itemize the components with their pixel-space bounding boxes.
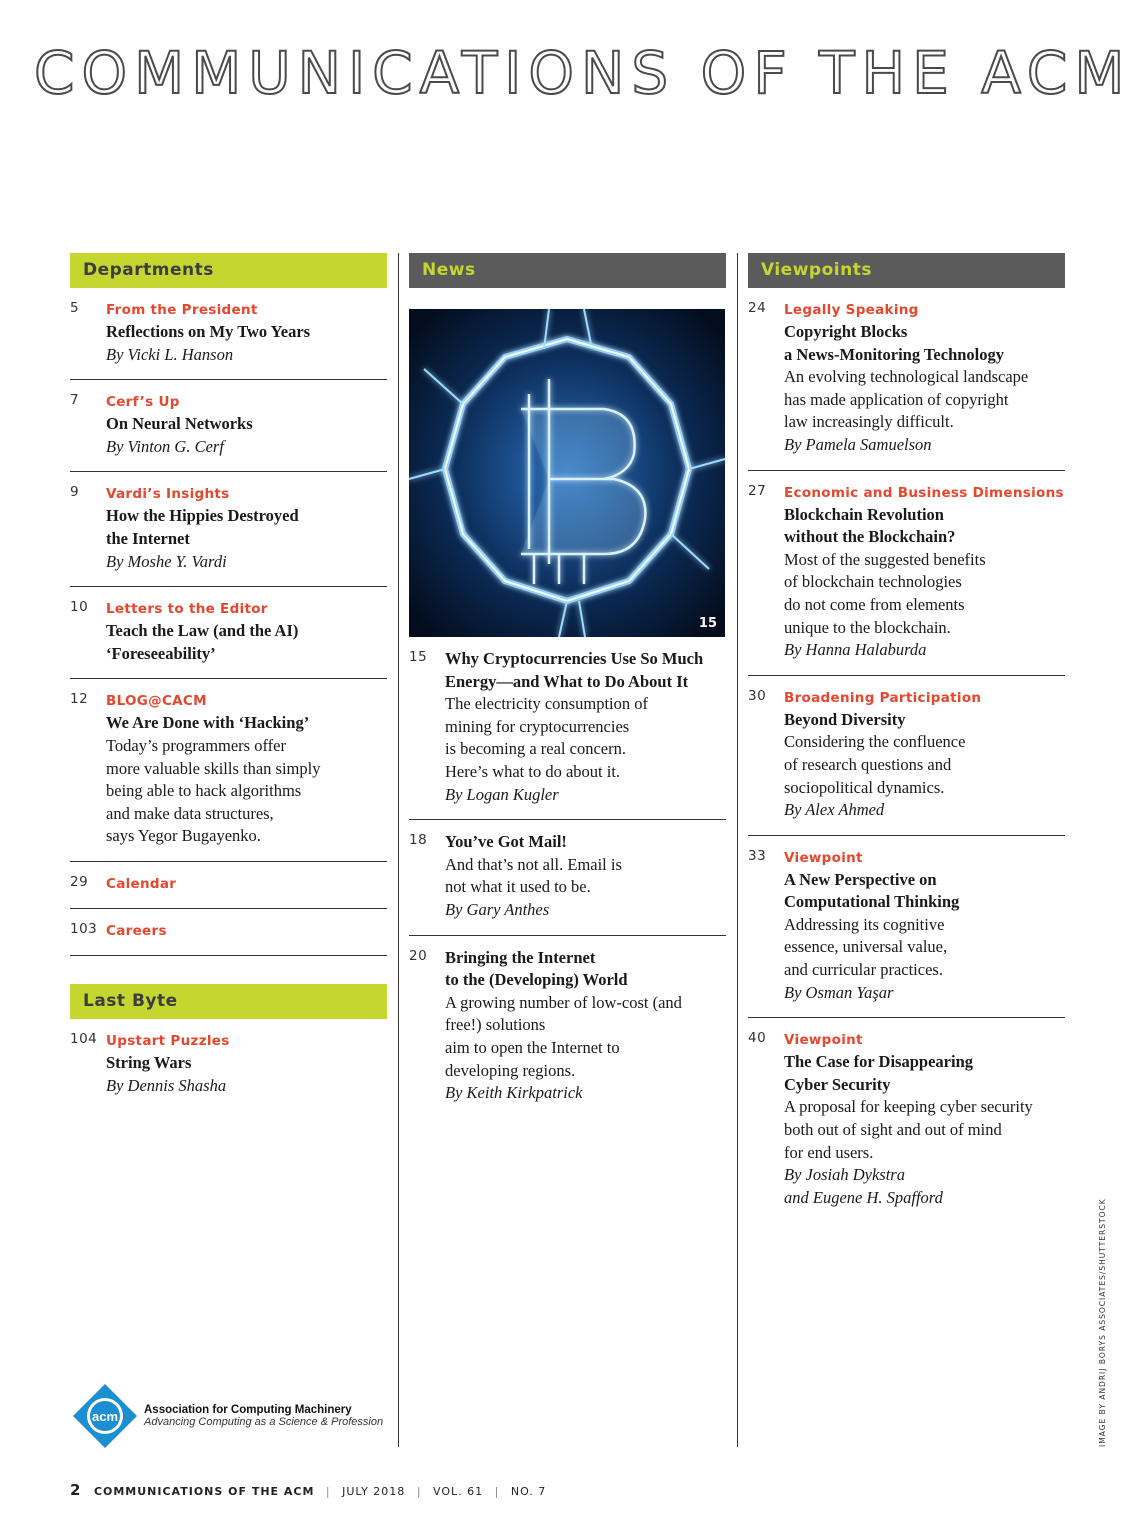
logo-tagline: Advancing Computing as a Science & Profession	[144, 1416, 384, 1428]
page-number: 15	[409, 649, 428, 665]
toc-entry[interactable]	[70, 288, 387, 380]
acm-mark-text: acm	[91, 1409, 119, 1424]
page-number: 24	[748, 300, 767, 316]
section-kicker: Careers	[106, 922, 167, 939]
toc-entry[interactable]	[748, 471, 1065, 676]
toc-entry[interactable]	[70, 472, 387, 587]
article-description: Today’s programmers offer more valuable skills than simply being able to hack algorithms and make data structures, says Yegor Bugayenko.	[106, 735, 321, 846]
article-author: By Logan Kugler	[445, 784, 559, 804]
last-byte-header: Last Byte	[70, 984, 387, 1019]
image-page-number: 15	[698, 616, 717, 631]
article-author: By Vinton G. Cerf	[106, 436, 224, 456]
article-author: By Gary Anthes	[445, 899, 550, 919]
departments-column	[70, 253, 387, 1110]
departments-list	[70, 288, 387, 956]
article-author: By Vicki L. Hanson	[106, 344, 234, 364]
section-kicker: From the President	[106, 302, 258, 318]
bitcoin-illustration	[409, 309, 725, 637]
article-title: We Are Done with ‘Hacking’	[106, 713, 310, 733]
article-description: A proposal for keeping cyber security both out of sight and out of mind for end users.	[784, 1097, 1033, 1162]
article-title: Blockchain Revolution without the Blockchain?	[784, 504, 956, 547]
toc-entry[interactable]	[70, 909, 387, 956]
footer-page-number: 2	[70, 1481, 82, 1499]
column-divider	[398, 253, 399, 1447]
footer-issue: NO. 7	[510, 1485, 547, 1498]
toc-entry[interactable]	[70, 1019, 387, 1110]
page-number: 10	[70, 599, 89, 616]
article-description: An evolving technological landscape has made application of copyright law increasingly difficult.	[784, 367, 1029, 432]
article-author: By Josiah Dykstra and Eugene H. Spafford	[784, 1165, 943, 1207]
article-description: Most of the suggested benefits of blockchain technologies do not come from elements unique to the blockchain.	[784, 549, 986, 637]
news-list	[409, 637, 726, 1118]
page-number: 20	[409, 947, 428, 964]
image-credit: IMAGE BY ANDRIJ BORYS ASSOCIATES/SHUTTERSTOCK	[1098, 1198, 1107, 1447]
article-title: Copyright Blocks a News-Monitoring Technology	[784, 322, 1005, 364]
news-column	[409, 253, 726, 1118]
section-kicker: Viewpoint	[784, 1032, 863, 1049]
section-kicker: Cerf’s Up	[106, 394, 180, 411]
departments-header: Departments	[70, 253, 387, 288]
section-kicker: Broadening Participation	[784, 689, 982, 706]
page-number: 30	[748, 687, 767, 704]
page-number: 5	[70, 300, 80, 316]
page-number: 33	[748, 847, 767, 864]
article-title: Beyond Diversity	[784, 709, 906, 729]
section-kicker: Letters to the Editor	[106, 601, 268, 618]
article-title: You’ve Got Mail!	[445, 832, 567, 852]
footer-publication: COMMUNICATIONS OF THE ACM	[93, 1485, 315, 1498]
article-title: Bringing the Internet to the (Developing) World	[445, 947, 628, 990]
viewpoints-list	[748, 288, 1065, 1222]
page-number: 9	[70, 484, 80, 501]
article-author: By Hanna Halaburda	[784, 640, 927, 660]
section-kicker: Upstart Puzzles	[106, 1032, 230, 1049]
article-description: Addressing its cognitive essence, universal value, and curricular practices.	[784, 914, 948, 980]
article-description: Considering the confluence of research questions and sociopolitical dynamics.	[784, 732, 966, 797]
section-kicker: Vardi’s Insights	[106, 486, 230, 503]
toc-entry[interactable]	[409, 936, 726, 1118]
section-kicker: Legally Speaking	[784, 302, 919, 318]
article-author: By Pamela Samuelson	[784, 434, 932, 454]
section-kicker: Viewpoint	[784, 849, 863, 866]
article-author: By Keith Kirkpatrick	[445, 1083, 583, 1103]
page-number: 12	[70, 691, 89, 708]
toc-entry[interactable]	[70, 380, 387, 472]
article-title: Teach the Law (and the AI) ‘Foreseeability’	[106, 621, 299, 663]
page-number: 18	[409, 832, 428, 849]
page-footer: 2 COMMUNICATIONS OF THE ACM | JULY 2018 | VOL. 61 | NO. 7	[70, 1481, 547, 1499]
page-number: 40	[748, 1030, 767, 1047]
toc-entry[interactable]	[409, 820, 726, 935]
section-kicker: Calendar	[106, 875, 177, 892]
article-title: On Neural Networks	[106, 414, 253, 434]
toc-entry[interactable]	[748, 836, 1065, 1019]
article-title: Why Cryptocurrencies Use So Much Energy—and What to Do About It	[445, 649, 704, 691]
article-description: The electricity consumption of mining for cryptocurrencies is becoming a real concern. Here’s what to do about it.	[445, 694, 648, 781]
acm-logo[interactable]	[72, 1383, 383, 1449]
acm-diamond-icon	[72, 1383, 138, 1449]
article-title: How the Hippies Destroyed the Internet	[106, 506, 299, 548]
toc-entry[interactable]	[70, 862, 387, 909]
toc-entry[interactable]	[748, 1018, 1065, 1222]
logo-name: Association for Computing Machinery	[144, 1404, 352, 1416]
article-author: By Moshe Y. Vardi	[106, 551, 227, 571]
news-header: News	[409, 253, 726, 288]
toc-entry[interactable]	[748, 288, 1065, 471]
footer-volume: VOL. 61	[433, 1485, 484, 1498]
article-author: By Alex Ahmed	[784, 800, 885, 820]
toc-entry[interactable]	[70, 679, 387, 862]
page-number: 29	[70, 873, 89, 890]
bitcoin-lightning-image[interactable]	[409, 309, 725, 637]
page-number: 103	[70, 920, 98, 937]
article-description: A growing number of low-cost (and free!) solutions aim to open the Internet to developing regions.	[445, 992, 682, 1080]
article-author: By Dennis Shasha	[106, 1075, 227, 1095]
article-author: By Osman Yaşar	[784, 982, 894, 1002]
section-kicker: Economic and Business Dimensions	[784, 484, 1064, 501]
article-description: And that’s not all. Email is not what it used to be.	[445, 854, 622, 897]
page-number: 7	[70, 392, 80, 409]
page-number: 104	[70, 1030, 98, 1047]
article-title: Reflections on My Two Years	[106, 322, 311, 341]
viewpoints-column	[748, 253, 1065, 1222]
toc-entry[interactable]	[748, 676, 1065, 836]
toc-entry[interactable]	[70, 587, 387, 679]
article-title: The Case for Disappearing Cyber Security	[784, 1052, 973, 1094]
page-number: 27	[748, 482, 767, 499]
toc-entry[interactable]	[409, 637, 726, 820]
masthead: COMMUNICATIONS OF THE ACM	[34, 39, 1132, 107]
article-title: String Wars	[106, 1052, 192, 1072]
article-title: A New Perspective on Computational Thinking	[784, 869, 960, 912]
section-kicker: BLOG@CACM	[106, 693, 207, 710]
column-divider	[737, 253, 738, 1447]
footer-date: JULY 2018	[342, 1485, 406, 1498]
viewpoints-header: Viewpoints	[748, 253, 1065, 288]
last-byte-list	[70, 1019, 387, 1110]
